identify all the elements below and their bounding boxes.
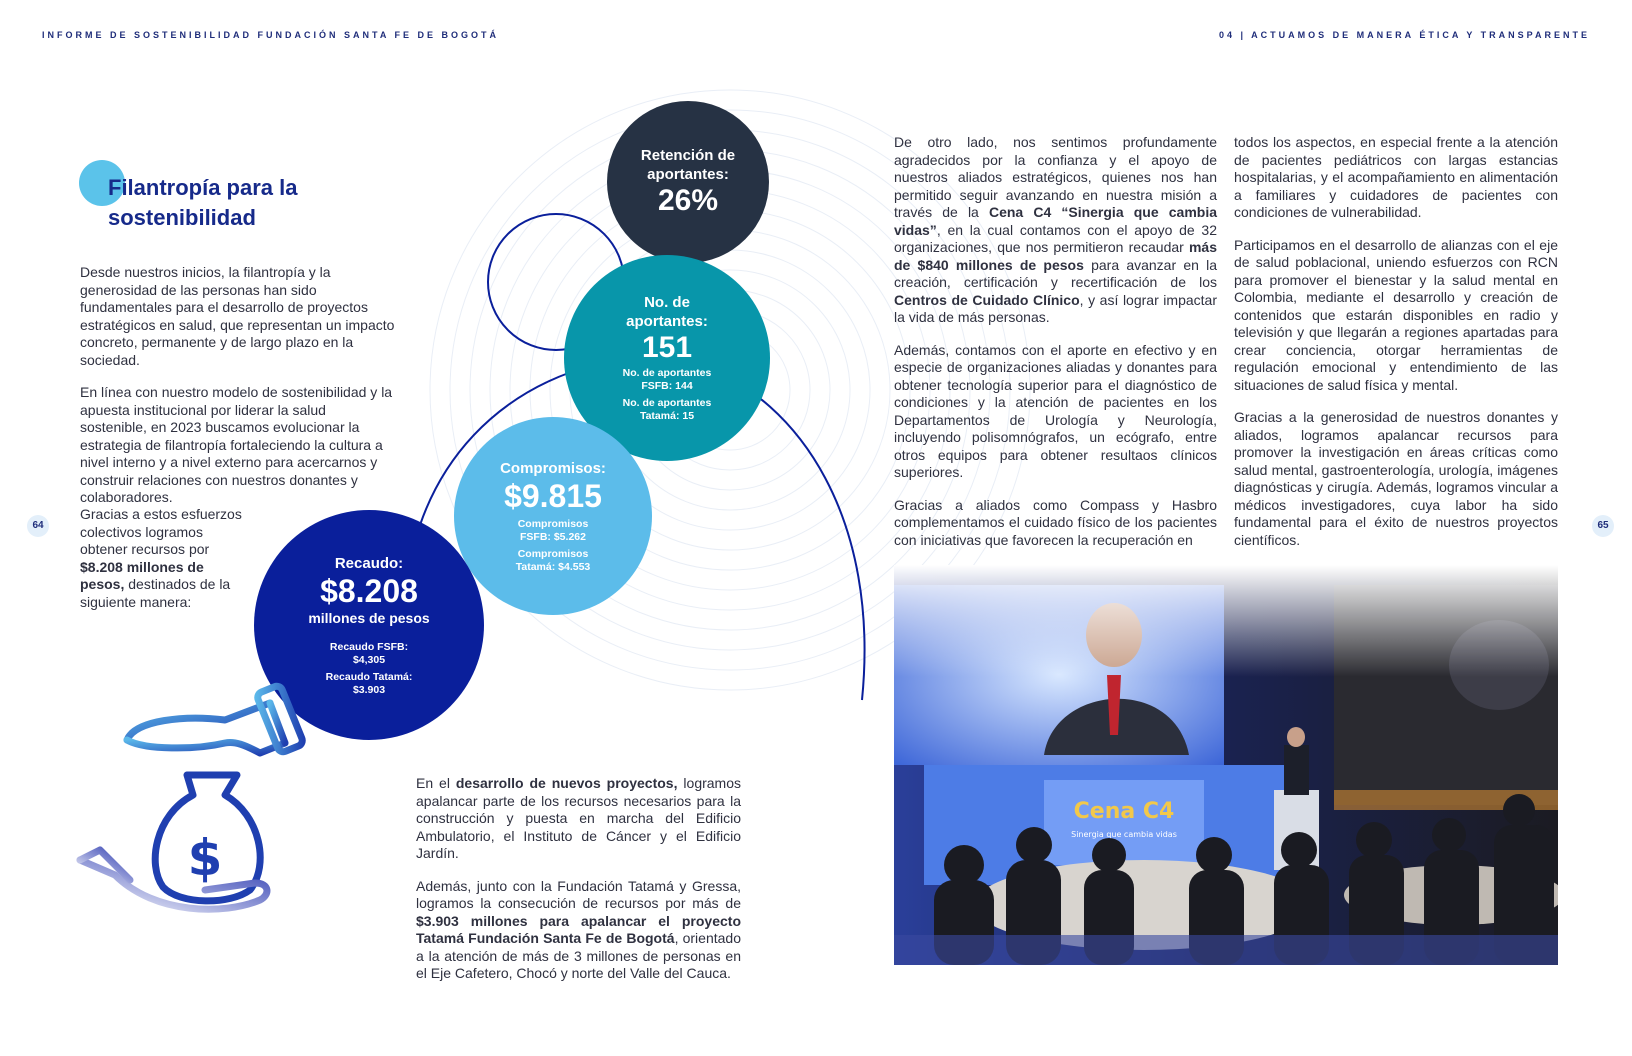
intro-paragraph-1: Desde nuestros inicios, la filantropía y la generosidad de las personas han sido fundamentales para el desarrollo de proyectos estratégicos en salud, que representan un impacto concreto, permanente y de largo plazo en la sociedad. <box>80 264 395 368</box>
intro-paragraph-2: En línea con nuestro modelo de sostenibilidad y la apuesta institucional por liderar la salud sostenible, en 2023 buscamos evolucionar la estrategia de filantropía fortaleciendo la cultura a nivel interno y a nivel externo para acercarnos y construir relaciones con nuestros donantes y colaboradores. <box>80 384 393 505</box>
collection-value: $8.208 <box>320 572 418 609</box>
page-number-right: 65 <box>1592 515 1614 537</box>
retention-circle <box>607 101 769 263</box>
pediatric-paragraph: todos los aspectos, en especial frente a la atención de pacientes pediátricos con largas estancias hospitalarias, y el acompañamiento en alimentación a familiares y cuidadores de pacientes con condiciones de vulnerabilidad. <box>1234 134 1558 220</box>
commitments-value: $9.815 <box>504 477 602 514</box>
money-bag-hand-icon <box>75 665 375 955</box>
contributors-fsfb: No. de aportantes FSFB: 144 <box>622 367 712 392</box>
gala-amount: más de $840 millones de pesos <box>894 239 1217 273</box>
commitments-fsfb: Compromisos FSFB: $5.262 <box>517 517 589 543</box>
gala-text-g: , y así lograr impactar la vida de más personas. <box>894 291 1217 325</box>
gala-text-c: , en la cual contamos con el apoyo de 32 organizaciones, que nos permitieron recaudar <box>894 221 1217 255</box>
contributors-tatama: No. de aportantes Tatamá: 15 <box>622 397 712 422</box>
tatama-text-c: , orientado a la atención de más de 3 millones de personas en el Eje Cafetero, Chocó y norte del Valle del Cauca. <box>416 930 741 981</box>
projects-text-a: En el <box>416 775 456 791</box>
collection-label: Recaudo: <box>334 554 404 572</box>
research-paragraph: Gracias a la generosidad de nuestros donantes y aliados, logramos apalancar recursos para promover la investigación en áreas críticas como salud mental, gastroenterología, urología, imágenes diagnósticas y cirugía. Además, logramos vincular a médicos investigadores, cuya labor ha sido fundamental para el éxito de nuestros proyectos científicos. <box>1234 409 1558 548</box>
resources-paragraph <box>80 506 248 626</box>
collection-tatama: Recaudo Tatamá: $3.903 <box>325 670 413 696</box>
header-chapter-title: 04 | ACTUAMOS DE MANERA ÉTICA Y TRANSPARENTE <box>1218 30 1590 40</box>
tatama-text-a: Además, junto con la Fundación Tatamá y Gressa, logramos la consecución de recursos por más de <box>416 877 741 911</box>
commitments-tatama: Compromisos Tatamá: $4.553 <box>515 547 591 573</box>
gala-text-a: De otro lado, nos sentimos profundamente agradecidos por la confianza y el apoyo de nuestros aliados estratégicos, quienes nos han permitido seguir avanzando en nuestra misión a través de la <box>894 134 1217 220</box>
right-column-2 <box>1234 134 1558 564</box>
retention-label: Retención de aportantes: <box>640 147 736 183</box>
contributors-value: 151 <box>641 331 693 364</box>
gala-name: Cena C4 “Sinergia que cambia vidas” <box>894 204 1217 238</box>
contributors-label: No. de aportantes: <box>626 294 708 330</box>
resources-text-a: Gracias a estos esfuerzos colectivos logramos obtener recursos por <box>80 506 242 557</box>
projects-text <box>416 775 741 998</box>
gala-event-photo <box>894 565 1558 965</box>
projects-text-c: logramos apalancar parte de los recursos necesarios para la construcción y puesta en marcha del Edificio Ambulatorio, el Instituto de Cáncer y el Edificio Jardín. <box>416 775 742 861</box>
allies-paragraph: Gracias a aliados como Compass y Hasbro complementamos el cuidado físico de los pacientes con iniciativas que favorecen la recuperación en <box>894 496 1217 548</box>
collection-unit: millones de pesos <box>308 609 430 626</box>
tatama-highlight: $3.903 millones para apalancar el proyecto Tatamá Fundación Santa Fe de Bogotá <box>416 912 741 946</box>
clinical-centers: Centros de Cuidado Clínico <box>894 291 1080 308</box>
svg-text:$: $ <box>187 829 223 887</box>
page-number-left: 64 <box>27 515 49 537</box>
resources-text-c: destinados de la siguiente manera: <box>80 576 231 610</box>
intro-text <box>80 264 396 522</box>
projects-highlight: desarrollo de nuevos proyectos, <box>455 775 678 791</box>
section-title: Filantropía para la sostenibilidad <box>108 175 298 230</box>
commitments-circle <box>454 417 652 615</box>
equipment-paragraph: Además, contamos con el aporte en efectivo y en especie de organizaciones aliadas y donantes para obtener tecnología superior para el diagnóstico de condiciones y la atención de pacientes en los Departamentos de Urología y Neurología, incluyendo polisomnógrafos, un ecógrafo, entre otros equipos para obtener resultaos clínicos superiores. <box>894 341 1217 480</box>
resources-amount: $8.208 millones de pesos, <box>80 558 204 592</box>
gala-text-e: para avanzar en la creación, certificación y recertificación de los <box>894 256 1217 290</box>
rcn-paragraph: Participamos en el desarrollo de alianzas con el eje de salud poblacional, uniendo esfuerzos con RCN para promover el bienestar y la salud mental en Colombia, mediante el desarrollo y creación de contenidos que estarán disponibles en radio y televisión y que llegarán a regiones apartadas para crear conciencia, otorgar herramientas de regulación emocional y entendimiento de las situaciones de salud física y mental. <box>1234 236 1558 393</box>
header-report-title: INFORME DE SOSTENIBILIDAD FUNDACIÓN SANTA FE DE BOGOTÁ <box>42 30 500 40</box>
collection-fsfb: Recaudo FSFB: $4,305 <box>329 640 409 666</box>
commitments-label: Compromisos: <box>500 459 606 477</box>
retention-value: 26% <box>657 184 719 217</box>
right-column-1 <box>894 134 1217 564</box>
